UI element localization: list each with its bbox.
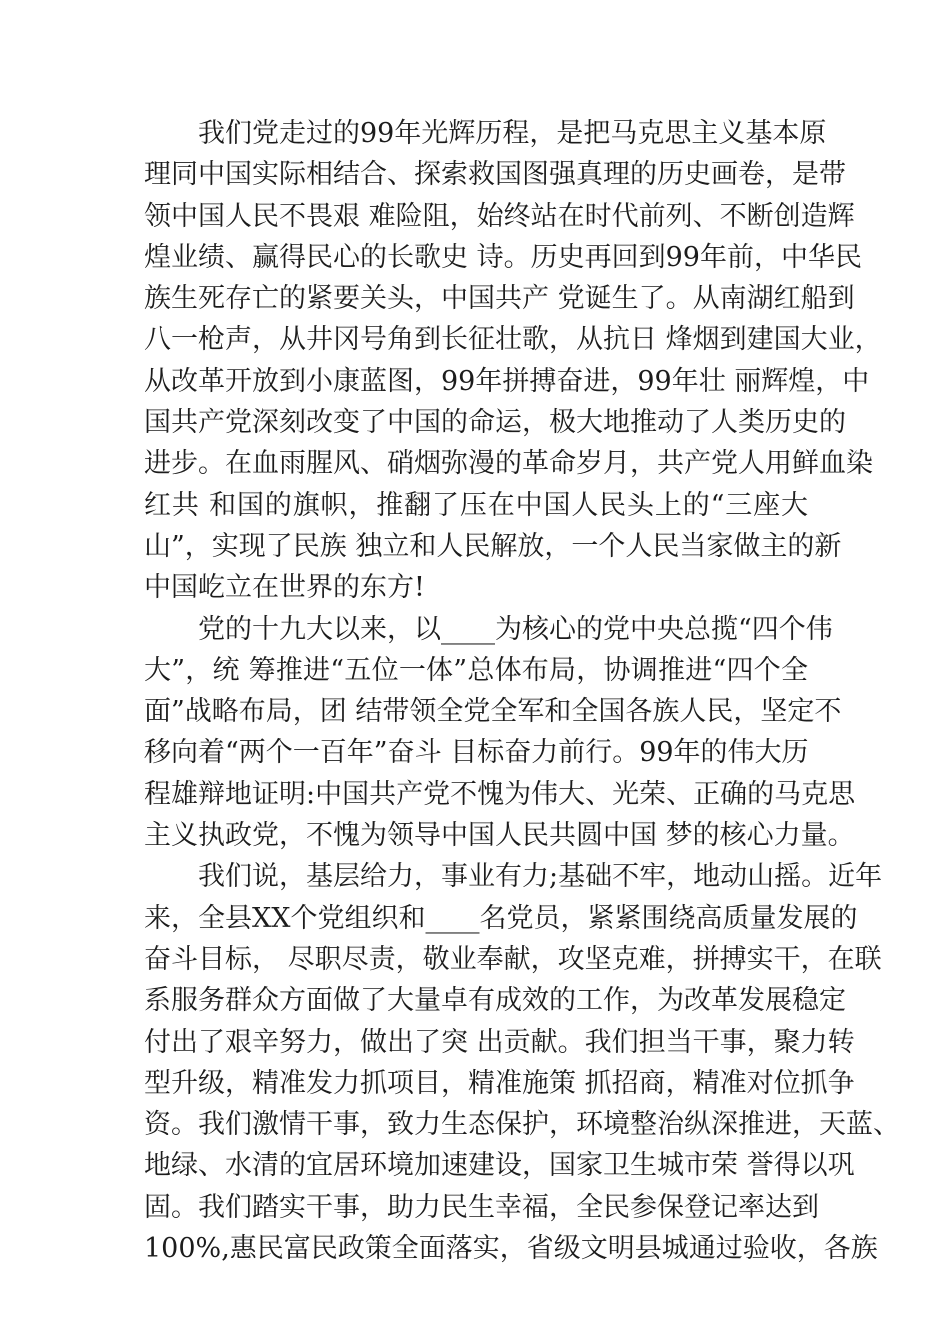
text-line: 来，全县XX个党组织和____名党员，紧紧围绕高质量发展的 <box>144 902 858 934</box>
text-line: 地绿、水清的宜居环境加速建设，国家卫生城市荣 誉得以巩 <box>144 1150 855 1182</box>
text-line: 山”，实现了民族 独立和人民解放，一个人民当家做主的新 <box>144 530 842 562</box>
text-line: 系服务群众方面做了大量卓有成效的工作，为改革发展稳定 <box>144 985 846 1017</box>
text-line: 主义执政党，不愧为领导中国人民共圆中国 梦的核心力量。 <box>144 820 855 852</box>
text-line: 红共 和国的旗帜，推翻了压在中国人民头上的“三座大 <box>144 489 808 521</box>
text-line: 移向着“两个一百年”奋斗 目标奋力前行。99年的伟大历 <box>144 737 809 769</box>
text-line: 我们说，基层给力，事业有力;基础不牢，地动山摇。近年 <box>198 861 883 893</box>
text-line: 党的十九大以来，以____为核心的党中央总揽“四个伟 <box>198 613 833 645</box>
text-line: 国共产党深刻改变了中国的命运，极大地推动了人类历史的 <box>144 407 846 439</box>
text-line: 100%,惠民富民政策全面落实，省级文明县城通过验收，各族 <box>144 1233 878 1265</box>
body-text <box>144 113 900 1269</box>
text-line: 奋斗目标， 尽职尽责，敬业奉献，攻坚克难，拼搏实干，在联 <box>144 943 882 975</box>
text-line: 大”，统 筹推进“五位一体”总体布局，协调推进“四个全 <box>144 654 808 686</box>
text-line: 程雄辩地证明:中国共产党不愧为伟大、光荣、正确的马克思 <box>144 778 856 810</box>
text-line: 型升级，精准发力抓项目，精准施策 抓招商，精准对位抓争 <box>144 1067 855 1099</box>
text-line: 资。我们激情干事，致力生态保护，环境整治纵深推进，天蓝、 <box>144 1109 900 1141</box>
text-line: 固。我们踏实干事，助力民生幸福，全民参保登记率达到 <box>144 1191 819 1223</box>
paragraph-3 <box>144 856 900 1269</box>
text-line: 领中国人民不畏艰 难险阻，始终站在时代前列、不断创造辉 <box>144 200 855 232</box>
text-line: 族生死存亡的紧要关头，中国共产 党诞生了。从南湖红船到 <box>144 283 855 315</box>
text-line: 中国屹立在世界的东方! <box>144 572 425 604</box>
text-line: 八一枪声，从井冈号角到长征壮歌，从抗日 烽烟到建国大业， <box>144 324 882 356</box>
text-line: 进步。在血雨腥风、硝烟弥漫的革命岁月，共产党人用鲜血染 <box>144 448 873 480</box>
text-line: 我们党走过的99年光辉历程，是把马克思主义基本原 <box>198 118 827 149</box>
paragraph-1 <box>144 113 882 609</box>
text-line: 理同中国实际相结合、探索救国图强真理的历史画卷，是带 <box>144 159 846 191</box>
paragraph-2 <box>144 609 856 857</box>
text-line: 从改革开放到小康蓝图，99年拼搏奋进，99年壮 丽辉煌，中 <box>144 365 870 397</box>
text-line: 面”战略布局，团 结带领全党全军和全国各族人民，坚定不 <box>144 696 842 728</box>
text-line: 付出了艰辛努力，做出了突 出贡献。我们担当干事，聚力转 <box>144 1026 855 1058</box>
text-line: 煌业绩、赢得民心的长歌史 诗。历史再回到99年前，中华民 <box>144 241 862 273</box>
